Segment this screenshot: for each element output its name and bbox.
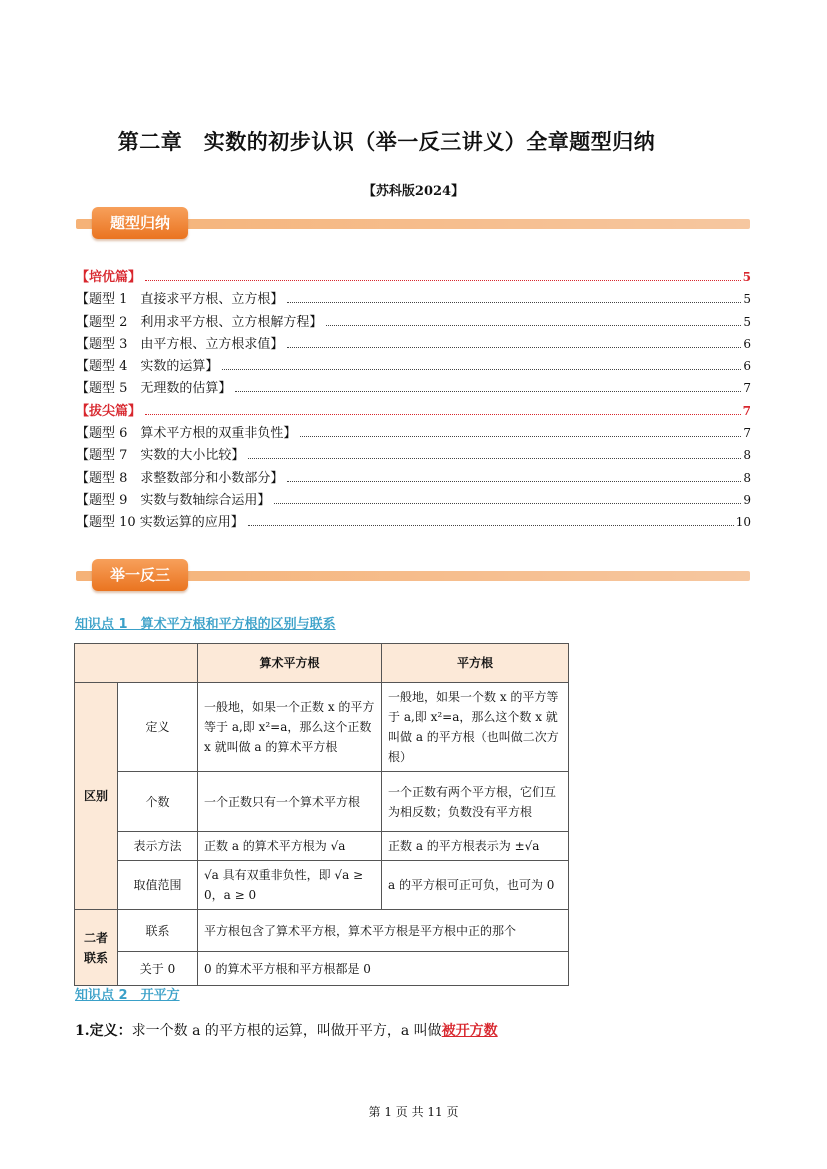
toc-leader-dots [145, 280, 741, 281]
toc-page-number: 8 [743, 470, 751, 485]
table-header-row [75, 644, 569, 683]
toc-entry-label: 【题型 6 算术平方根的双重非负性】 [76, 426, 297, 442]
toc-entry-label: 【题型 3 由平方根、立方根求值】 [76, 336, 284, 352]
toc-page-number: 6 [743, 336, 751, 351]
range-arith: √a 具有双重非负性，即 √a ≥ 0，a ≥ 0 [198, 861, 382, 910]
page-title: 第二章 实数的初步认识（举一反三讲义）全章题型归纳 [117, 130, 656, 154]
count-arith: 一个正数只有一个算术平方根 [198, 772, 382, 832]
toc-leader-dots [248, 525, 734, 526]
toc-entry-label: 【题型 2 利用求平方根、立方根解方程】 [76, 314, 323, 330]
toc-page-number: 8 [743, 448, 751, 463]
section-banner-examples [76, 559, 750, 593]
notation-square: 正数 a 的平方根表示为 ±√a [382, 832, 569, 861]
corner-cell [75, 644, 198, 683]
toc-entry-label: 【题型 10 实数运算的应用】 [76, 515, 244, 531]
toc-entry-link[interactable] [76, 333, 751, 355]
toc-entry-label: 【题型 1 直接求平方根、立方根】 [76, 292, 284, 308]
table-row [75, 832, 569, 861]
toc-leader-dots [287, 481, 741, 482]
toc-entry-label: 【题型 4 实数的运算】 [76, 359, 219, 375]
table-row [75, 861, 569, 910]
toc-entry-link[interactable] [76, 489, 751, 511]
radicand-term: 被开方数 [441, 1023, 498, 1039]
toc-page-number: 6 [743, 359, 751, 374]
toc-leader-dots [145, 414, 741, 415]
edition-subtitle: 【苏科版2024】 [362, 184, 465, 199]
table-of-contents [76, 266, 751, 534]
definition-square: 一般地，如果一个数 x 的平方等于 a,即 x²=a，那么这个数 x 就叫做 a 的平方根（也叫做二次方根） [382, 683, 569, 772]
table-row [75, 910, 569, 952]
relation-text: 平方根包含了算术平方根，算术平方根是平方根中正的那个 [198, 910, 569, 952]
toc-entry-link[interactable] [76, 422, 751, 444]
banner-label: 题型归纳 [92, 207, 188, 239]
toc-entry-link[interactable] [76, 377, 751, 399]
definition-prefix: 1.定义： [75, 1023, 132, 1039]
toc-leader-dots [248, 458, 741, 459]
knowledge-point-1-heading: 知识点 1 算术平方根和平方根的区别与联系 [75, 617, 336, 632]
toc-entry-label: 【题型 9 实数与数轴综合运用】 [76, 492, 271, 508]
toc-entry-link[interactable] [76, 355, 751, 377]
toc-entry-link[interactable] [76, 467, 751, 489]
table-row [75, 952, 569, 986]
table-row [75, 772, 569, 832]
toc-entry-link[interactable] [76, 311, 751, 333]
header-arith-root: 算术平方根 [198, 644, 382, 683]
toc-entry-label: 【培优篇】 [76, 270, 142, 285]
row-label-relation: 联系 [118, 910, 198, 952]
toc-entry-label: 【拔尖篇】 [76, 403, 142, 419]
range-square: a 的平方根可正可负，也可为 0 [382, 861, 569, 910]
toc-section-link[interactable] [76, 400, 751, 422]
notation-arith: 正数 a 的算术平方根为 √a [198, 832, 382, 861]
table-row [75, 683, 569, 772]
toc-page-number: 5 [743, 292, 751, 307]
toc-page-number: 5 [742, 270, 751, 284]
row-label-notation: 表示方法 [118, 832, 198, 861]
page-footer: 第 1 页 共 11 页 [368, 1105, 459, 1119]
definition-line [75, 1020, 498, 1040]
header-square-root: 平方根 [382, 644, 569, 683]
zero-text: 0 的算术平方根和平方根都是 0 [198, 952, 569, 986]
definition-arith: 一般地，如果一个正数 x 的平方等于 a,即 x²=a，那么这个正数 x 就叫做 a 的算术平方根 [198, 683, 382, 772]
section-banner-types [76, 207, 750, 241]
group-difference: 区别 [75, 683, 118, 910]
toc-leader-dots [235, 391, 741, 392]
toc-entry-label: 【题型 5 无理数的估算】 [76, 381, 232, 397]
toc-page-number: 7 [742, 403, 751, 418]
group-relation: 二者联系 [75, 910, 118, 986]
toc-entry-link[interactable] [76, 288, 751, 310]
row-label-range: 取值范围 [118, 861, 198, 910]
comparison-table [74, 643, 569, 986]
toc-page-number: 7 [743, 381, 751, 396]
toc-leader-dots [300, 436, 741, 437]
toc-entry-label: 【题型 8 求整数部分和小数部分】 [76, 470, 284, 486]
banner-label: 举一反三 [92, 559, 188, 591]
knowledge-point-2-heading: 知识点 2 开平方 [75, 988, 180, 1003]
toc-page-number: 10 [735, 515, 751, 530]
toc-leader-dots [326, 325, 741, 326]
toc-page-number: 7 [743, 426, 751, 441]
row-label-definition: 定义 [118, 683, 198, 772]
row-label-zero: 关于 0 [118, 952, 198, 986]
toc-entry-link[interactable] [76, 444, 751, 466]
toc-entry-label: 【题型 7 实数的大小比较】 [76, 448, 245, 464]
toc-page-number: 5 [743, 314, 751, 329]
toc-leader-dots [222, 369, 741, 370]
definition-text: 求一个数 a 的平方根的运算，叫做开平方，a 叫做 [131, 1023, 442, 1039]
toc-page-number: 9 [743, 492, 751, 507]
row-label-count: 个数 [118, 772, 198, 832]
toc-entry-link[interactable] [76, 511, 751, 533]
toc-section-link[interactable] [76, 266, 751, 288]
toc-leader-dots [287, 347, 741, 348]
toc-leader-dots [274, 503, 741, 504]
toc-leader-dots [287, 302, 741, 303]
count-square: 一个正数有两个平方根，它们互为相反数；负数没有平方根 [382, 772, 569, 832]
